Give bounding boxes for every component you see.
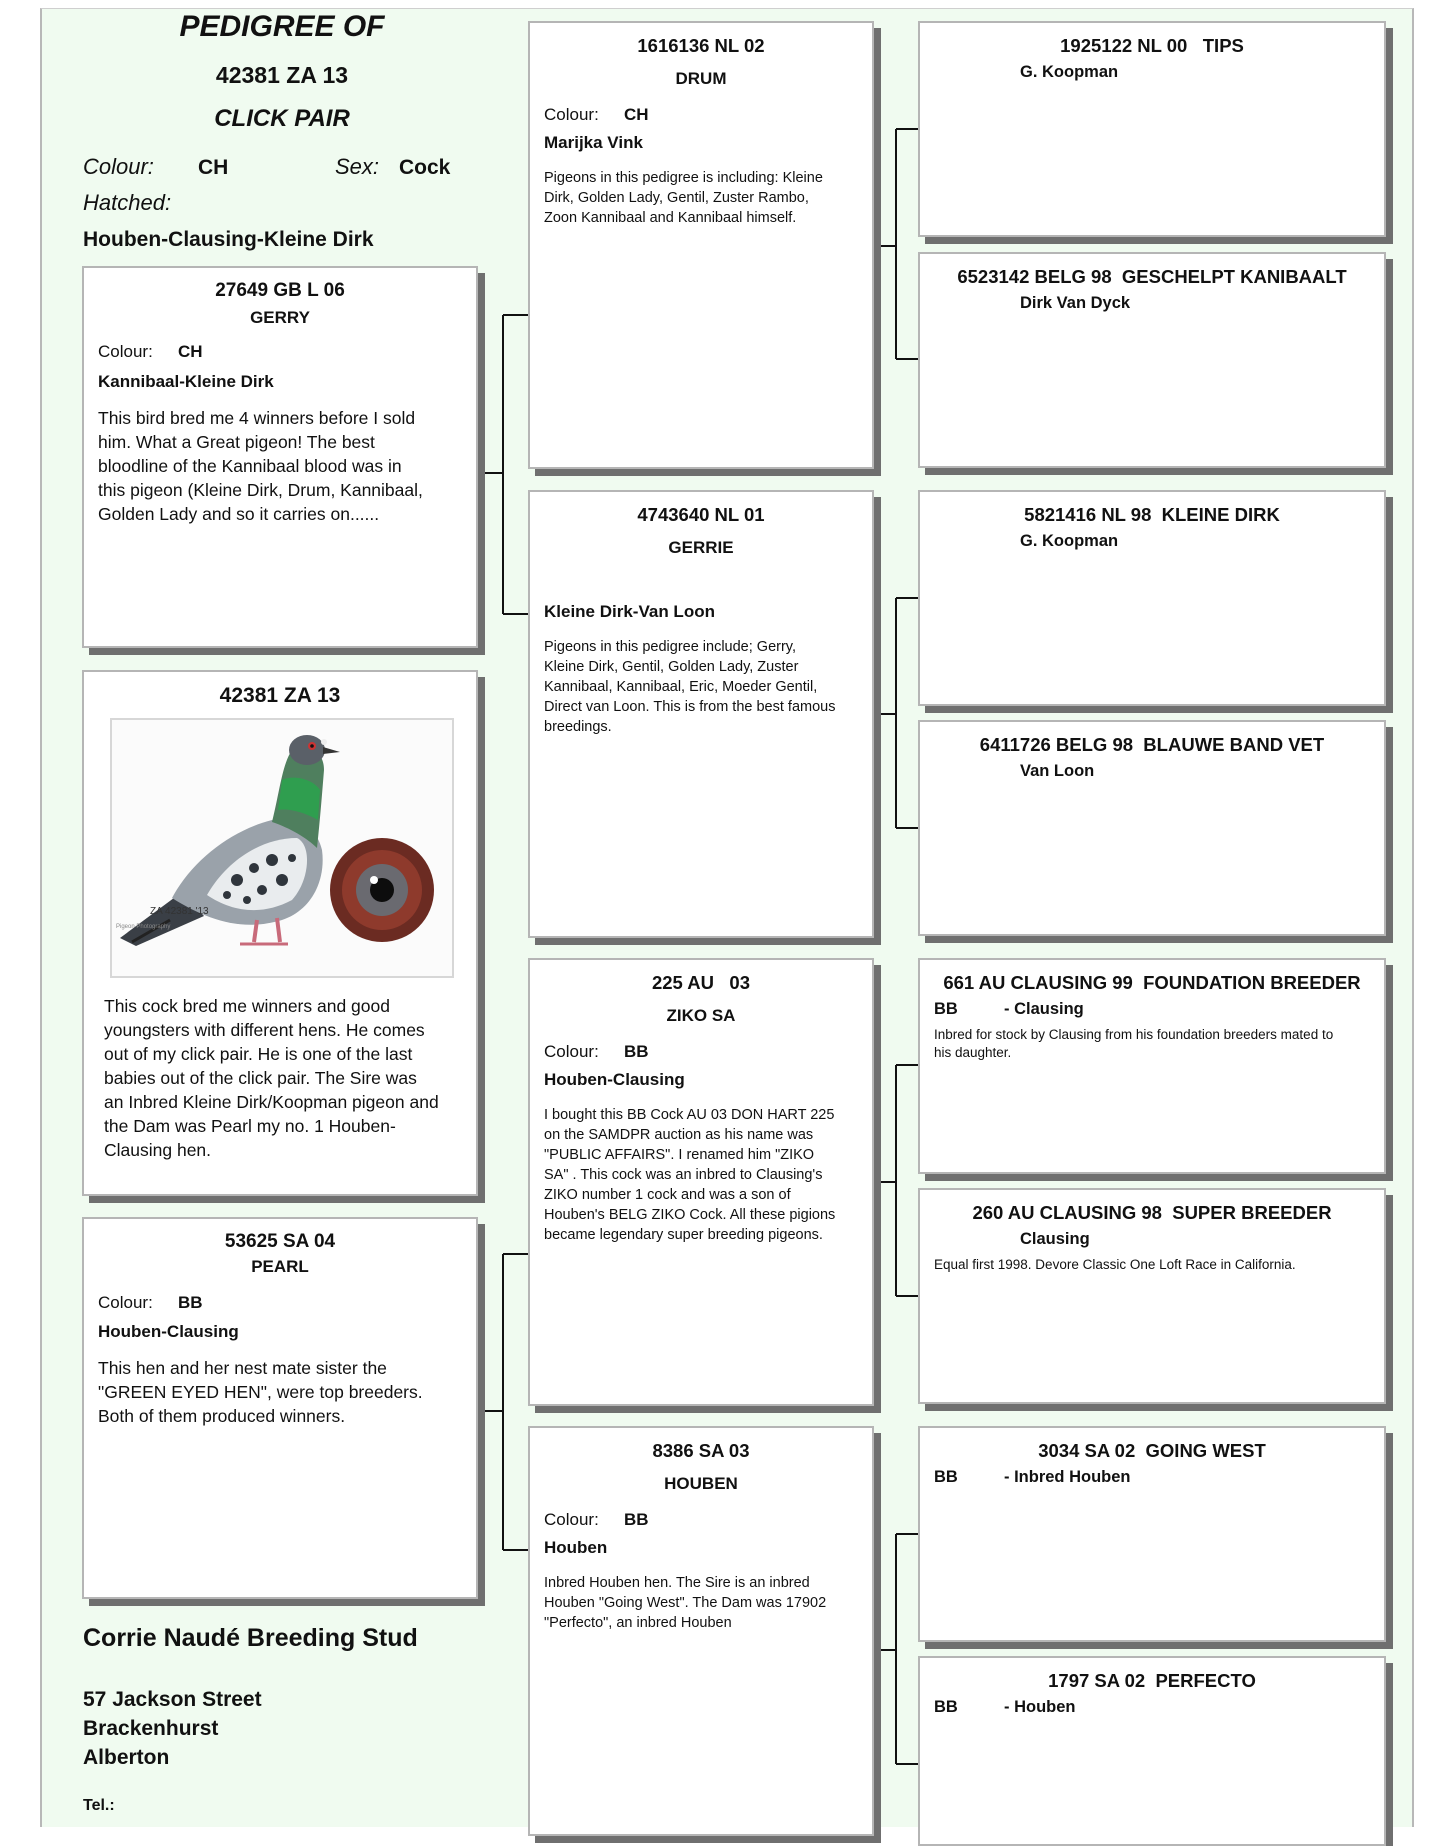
g3-7-title: 1797 SA 02 PERFECTO <box>1048 1670 1256 1691</box>
g2-1-strain: Kleine Dirk-Van Loon <box>544 602 715 621</box>
sire-colour-value: CH <box>178 342 203 361</box>
grandsire-maternal-card <box>528 958 874 1406</box>
subject-card-ring-number: 42381 ZA 13 <box>219 684 341 707</box>
g2-3-note: Inbred Houben hen. The Sire is an inbred Houben "Going West". The Dam was 17902 "Perfecto", an inbred Houben <box>544 1575 827 1631</box>
g2-2-ring: 225 AU 03 <box>651 972 751 993</box>
g3-card-6 <box>918 1426 1386 1642</box>
g3-4-title: 661 AU CLAUSING 99 FOUNDATION BREEDER <box>943 972 1361 993</box>
g3-7-sub: - Houben <box>1004 1698 1076 1716</box>
granddam-paternal-card <box>528 490 874 938</box>
pigeon-photo <box>110 718 454 978</box>
g3-card-3 <box>918 720 1386 936</box>
subject-ring-number: 42381 ZA 13 <box>215 62 349 88</box>
g2-2-colour: BB <box>624 1042 649 1061</box>
grandsire-paternal-card <box>528 21 874 469</box>
dam-colour-label: Colour: <box>98 1293 153 1312</box>
g3-card-1 <box>918 252 1386 468</box>
pigeon-icon <box>112 720 452 976</box>
sire-ring-number: 27649 GB L 06 <box>215 280 345 301</box>
g3-1-sub: Dirk Van Dyck <box>1020 294 1131 312</box>
g3-3-sub: Van Loon <box>1020 762 1095 780</box>
dam-card <box>82 1217 478 1599</box>
g2-2-colour-label: Colour: <box>544 1042 599 1061</box>
dam-ring-number: 53625 SA 04 <box>224 1231 336 1252</box>
g2-3-colour: BB <box>624 1510 649 1529</box>
dam-colour-value: BB <box>178 1293 203 1312</box>
g3-4-colour: BB <box>934 1000 958 1018</box>
g3-4-sub: - Clausing <box>1004 1000 1084 1018</box>
g3-7-colour: BB <box>934 1698 958 1716</box>
g2-3-colour-label: Colour: <box>544 1510 599 1529</box>
subject-strain: Houben-Clausing-Kleine Dirk <box>83 228 374 251</box>
subject-name: CLICK PAIR <box>214 105 350 132</box>
g2-2-name: ZIKO SA <box>666 1006 736 1025</box>
g3-5-title: 260 AU CLAUSING 98 SUPER BREEDER <box>972 1202 1332 1223</box>
breeder-address-street: 57 Jackson Street <box>83 1688 262 1711</box>
g3-2-sub: G. Koopman <box>1020 532 1119 550</box>
g3-4-note: Inbred for stock by Clausing from his foundation breeders mated to his daughter. <box>934 1027 1334 1060</box>
g3-0-title: 1925122 NL 00 TIPS <box>1060 35 1244 56</box>
subject-note: This cock bred me winners and good youngsters with different hens. He comes out of my click pair. He is one of the last babies out of the click pair. The Sire was an Inbred Kleine Dirk/Koopman pigeon and the Dam was Pearl my no. 1 Houben-Clausing hen. <box>104 996 439 1160</box>
g3-6-colour: BB <box>934 1468 958 1486</box>
g2-1-ring: 4743640 NL 01 <box>637 504 765 525</box>
g2-2-note: I bought this BB Cock AU 03 DON HART 225 on the SAMDPR auction as his name was "PUBLIC AFFAIRS". I renamed him "ZIKO SA" . This cock was an inbred to Clausing's ZIKO number 1 cock and was a son of Houben's BELG ZIKO Cock. All these pigions became legendary super breeding pigeons. <box>544 1107 836 1243</box>
g2-0-name: DRUM <box>675 69 727 88</box>
g3-5-sub: Clausing <box>1020 1230 1090 1248</box>
g3-6-title: 3034 SA 02 GOING WEST <box>1038 1440 1266 1461</box>
sire-colour-label: Colour: <box>98 342 153 361</box>
g2-1-note: Pigeons in this pedigree include; Gerry, Kleine Dirk, Gentil, Golden Lady, Zuster Kannibaal, Kannibaal, Eric, Moeder Gentil, Direct van Loon. This is from the best famous breedings. <box>544 639 836 735</box>
g3-card-5 <box>918 1188 1386 1404</box>
sex-value: Cock <box>399 156 451 179</box>
breeder-address-town: Alberton <box>83 1746 170 1769</box>
photo-caption: ZA 42381 '13 <box>150 906 209 917</box>
g2-0-colour-label: Colour: <box>544 105 599 124</box>
sire-name: GERRY <box>250 308 310 327</box>
dam-note: This hen and her nest mate sister the "GREEN EYED HEN", were top breeders. Both of them produced winners. <box>98 1358 423 1426</box>
sire-note: This bird bred me 4 winners before I sold him. What a Great pigeon! The best bloodline of the Kannibaal blood was in this pigeon (Kleine Dirk, Drum, Kannibaal, Golden Lady and so it carries on...... <box>98 408 423 524</box>
g3-1-title: 6523142 BELG 98 GESCHELPT KANIBAALT <box>957 266 1347 287</box>
colour-label: Colour: <box>83 154 154 179</box>
breeder-tel-label: Tel.: <box>83 1797 115 1814</box>
photo-credit: Pigeon Photography <box>116 924 171 930</box>
g2-2-strain: Houben-Clausing <box>544 1070 685 1089</box>
g3-2-title: 5821416 NL 98 KLEINE DIRK <box>1024 504 1280 525</box>
breeder-address-suburb: Brackenhurst <box>83 1717 219 1740</box>
colour-value: CH <box>198 156 229 179</box>
g2-0-strain: Marijka Vink <box>544 133 643 152</box>
dam-strain: Houben-Clausing <box>98 1322 239 1341</box>
sex-label: Sex: <box>335 154 380 179</box>
g3-card-7 <box>918 1656 1386 1846</box>
g2-3-name: HOUBEN <box>664 1474 738 1493</box>
dam-name: PEARL <box>251 1257 309 1276</box>
breeder-name: Corrie Naudé Breeding Stud <box>83 1624 418 1652</box>
g3-0-sub: G. Koopman <box>1020 63 1119 81</box>
g3-card-2 <box>918 490 1386 706</box>
g2-3-ring: 8386 SA 03 <box>652 1440 750 1461</box>
hatched-label: Hatched: <box>83 190 172 215</box>
g3-card-0 <box>918 21 1386 237</box>
subject-card <box>82 670 478 1196</box>
pedigree-heading: PEDIGREE OF <box>179 10 385 43</box>
g2-0-note: Pigeons in this pedigree is including: Kleine Dirk, Golden Lady, Gentil, Zuster Rambo, Zoon Kannibaal and Kannibaal himself. <box>544 170 823 226</box>
sire-strain: Kannibaal-Kleine Dirk <box>98 372 274 391</box>
g3-5-note: Equal first 1998. Devore Classic One Loft Race in California. <box>934 1257 1296 1272</box>
g2-0-colour: CH <box>624 105 649 124</box>
g2-0-ring: 1616136 NL 02 <box>637 35 765 56</box>
g2-3-strain: Houben <box>544 1538 608 1557</box>
granddam-maternal-card <box>528 1426 874 1836</box>
g3-6-sub: - Inbred Houben <box>1004 1468 1131 1486</box>
g3-card-4 <box>918 958 1386 1174</box>
sire-card <box>82 266 478 648</box>
g2-1-name: GERRIE <box>668 538 734 557</box>
g3-3-title: 6411726 BELG 98 BLAUWE BAND VET <box>979 734 1325 755</box>
